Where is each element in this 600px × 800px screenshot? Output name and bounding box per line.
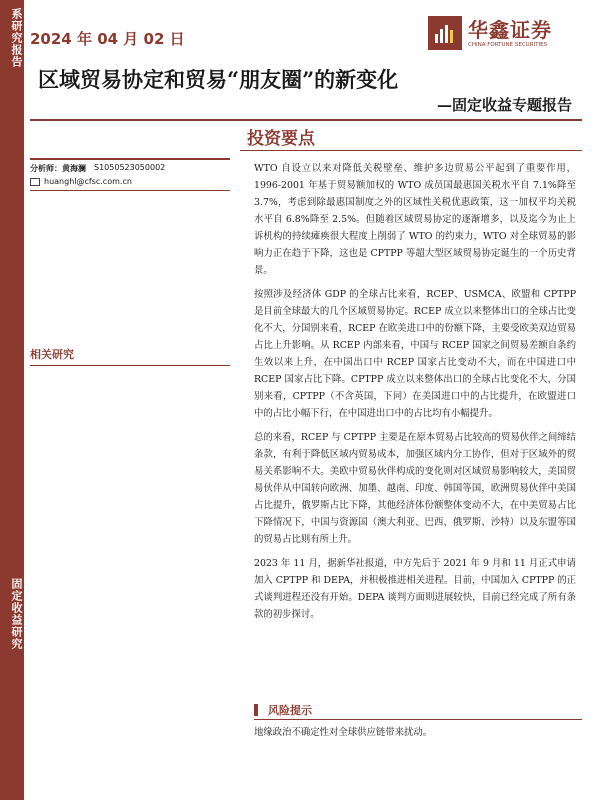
related-research: [30, 346, 230, 366]
report-subtitle: —固定收益专题报告: [436, 96, 572, 114]
related-research-divider: [30, 365, 230, 366]
analyst-top-rule: [30, 158, 230, 160]
summary-heading: 投资要点: [247, 129, 315, 149]
report-title: 区域贸易协定和贸易“朋友圈”的新变化: [38, 67, 399, 92]
company-logo: [428, 12, 568, 54]
summary-paragraph: 2023 年 11 月，据新华社报道，中方先后于 2021 年 9 月和 11 月正式申请加入 CPTPP 和 DEPA，并积极推进相关进程。目前，中国加入 CPTPP 的正式谈判进程还没有开始。DEPA 谈判方面则进展较快，目前已经完成了所有条款的初步探讨。: [254, 558, 576, 620]
report-date: 2024 年 04 月 02 日: [30, 30, 185, 48]
summary-paragraph: 按照涉及经济体 GDP 的全球占比来看，RCEP、USMCA、欧盟和 CPTPP 是目前全球最大的几个区域贸易协定。RCEP 成立以来整体出口的全球占比变化不大，分国别来看，RCEP 在欧美进口中的份额下降，主要受欧美双边贸易占比上升影响。从 RCEP 内部来看，中国与 RCEP 国家之间贸易差额自条约生效以来上升，在中国出口中 RCEP 国家占比变动不大，而在中国进口中 RCEP 国家占比下降。CPTPP 成立以来整体出口的全球占比变化不大，分国别来看，CPTPP（不含英国，下同）在美国进口中的占比提升，在欧盟进口中的占比小幅下行，在中国进出口中的占比均有小幅提升。: [254, 289, 576, 419]
related-research-heading: 相关研究: [30, 348, 74, 361]
sidebar: [0, 0, 24, 800]
risk-heading: [254, 702, 312, 718]
analyst-info: [30, 158, 230, 191]
summary-divider: [240, 150, 582, 151]
header-divider: [30, 119, 582, 121]
analyst-email[interactable]: huanghl@cfsc.com.cn: [44, 177, 132, 186]
risk-text: 地缘政治不确定性对全球供应链带来扰动。: [254, 727, 433, 738]
logo-mark-icon: [428, 16, 462, 50]
summary-paragraph: WTO 自设立以来对降低关税壁垒、维护多边贸易公平起到了重要作用，1996-2001 年基于贸易额加权的 WTO 成员国最惠国关税水平自 7.1%降至 3.7%，考虑到除最惠国制度之外的区域性关税优惠政策，这一加权平均关税水平自 6.8%降至 2.5%。但随着区域贸易协定的逐渐增多，以及迄今为止上诉机构的持续瘫痪很大程度上削弱了 WTO 的约束力，WTO 对全球贸易的影响力正在趋于下降，这也是 CPTPP 等超大型区域贸易协定诞生的一个历史背景。: [254, 163, 576, 276]
analyst-id: S1050523050002: [94, 163, 166, 172]
summary-body: [254, 160, 576, 630]
risk-heading-label: 风险提示: [268, 704, 312, 717]
sidebar-bottom-label: 固定收益研究: [10, 578, 23, 650]
analyst-bottom-rule: [30, 190, 230, 191]
logo-name: 华鑫证券: [468, 18, 552, 42]
sidebar-top-label: 系研究报告: [10, 8, 23, 68]
summary-paragraph: 总的来看，RCEP 与 CPTPP 主要是在原本贸易占比较高的贸易伙伴之间缔结条款，有利于降低区域内贸易成本，加强区域内分工协作，但对于区域外的贸易关系影响不大。美欧中贸易伙伴构成的变化则对区域贸易影响较大，美国贸易伙伴从中国转向欧洲、加墨、越南、印度、韩国等国，欧洲贸易伙伴中美国占比提升，俄罗斯占比下降，其他经济体份额整体变动不大，在中美贸易占比下降情况下，中国与资源国（澳大利亚、巴西、俄罗斯、沙特）以及东盟等国的贸易占比则有所上升。: [254, 432, 576, 545]
risk-divider: [254, 719, 582, 720]
risk-marker-icon: [254, 704, 258, 716]
mail-icon: [30, 178, 40, 186]
analyst-name: 分析师：黄海澜: [30, 164, 86, 173]
logo-subtitle: CHINA FORTUNE SECURITIES: [468, 42, 548, 48]
